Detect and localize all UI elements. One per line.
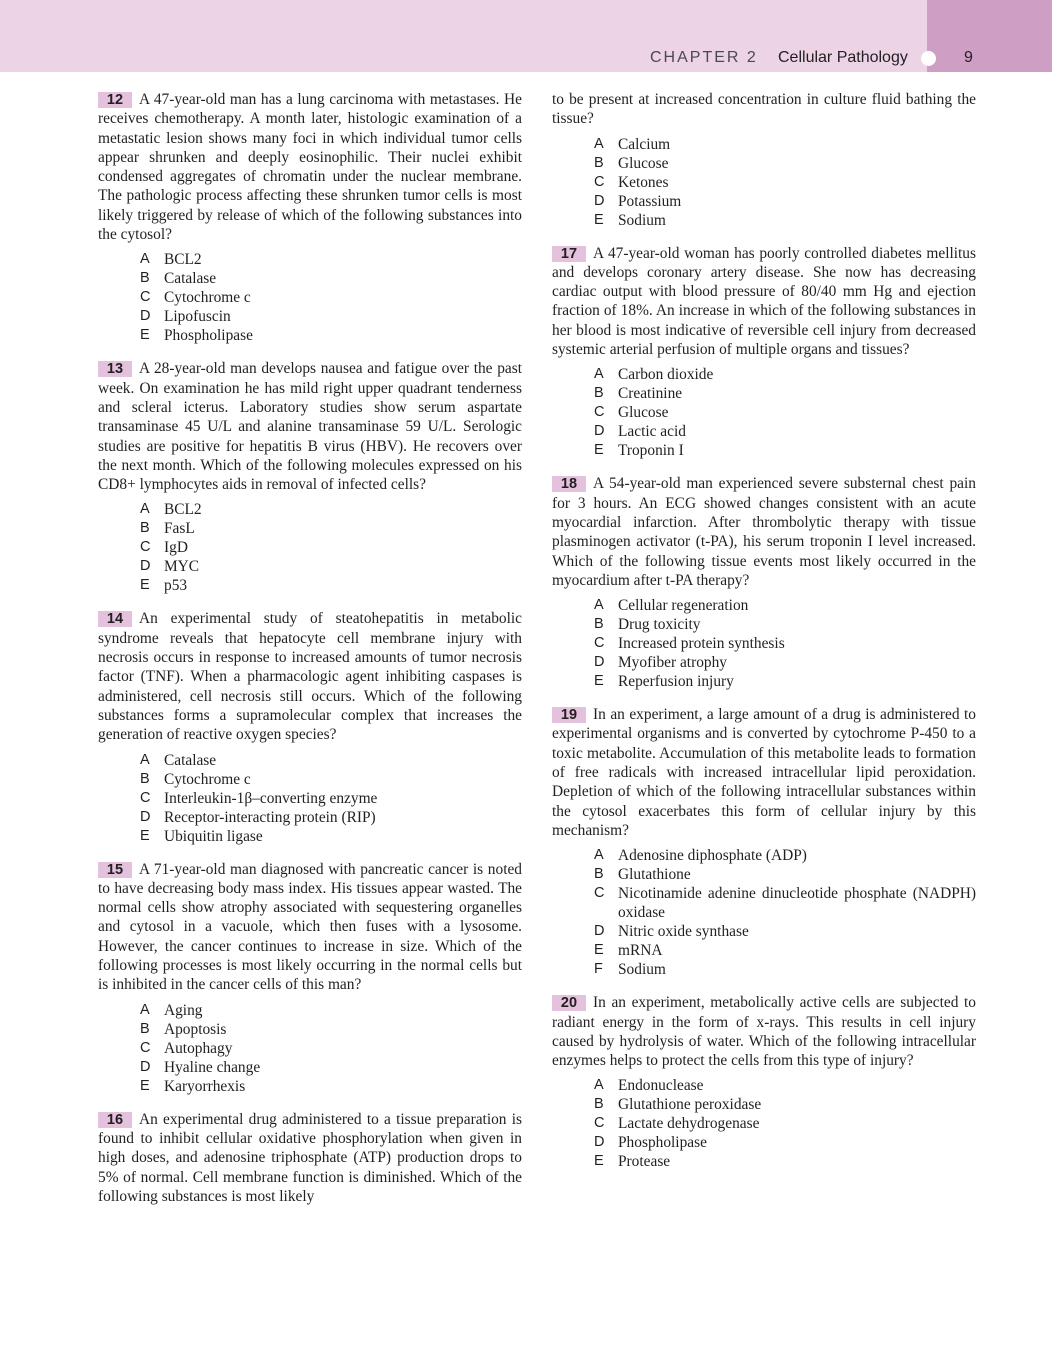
option-letter: C (140, 539, 151, 556)
question-stem (98, 1110, 522, 1206)
answer-option[interactable] (140, 576, 522, 595)
question-19 (552, 705, 976, 979)
answer-option[interactable] (140, 789, 522, 808)
option-text: Protease (618, 1153, 671, 1171)
option-letter: E (594, 211, 604, 228)
option-text: FasL (164, 520, 195, 538)
question-16 (98, 1110, 522, 1206)
answer-option[interactable] (594, 634, 976, 653)
option-letter: D (594, 1134, 605, 1151)
question-stem (98, 860, 522, 995)
option-letter: E (594, 442, 604, 459)
question-number: 13 (98, 361, 132, 377)
option-text: Calcium (618, 135, 671, 153)
option-letter: E (594, 1153, 604, 1170)
option-letter: D (140, 558, 151, 575)
answer-options (552, 846, 976, 979)
answer-option[interactable] (140, 1001, 522, 1020)
option-letter: C (594, 404, 605, 421)
answer-options (98, 250, 522, 345)
option-letter: A (594, 847, 604, 864)
option-text: Creatinine (618, 385, 683, 403)
answer-option[interactable] (140, 250, 522, 269)
page-number: 9 (964, 49, 973, 66)
option-text: Autophagy (164, 1039, 233, 1057)
option-letter: A (594, 135, 604, 152)
answer-option[interactable] (140, 538, 522, 557)
option-text: Phospholipase (618, 1134, 707, 1152)
option-text: mRNA (618, 942, 663, 960)
answer-option[interactable] (140, 1039, 522, 1058)
chapter-title: Cellular Pathology (778, 49, 908, 66)
option-letter: D (594, 654, 605, 671)
answer-option[interactable] (594, 154, 976, 173)
option-text: Endonuclease (618, 1077, 704, 1095)
question-17 (552, 244, 976, 461)
option-text: Lipofuscin (164, 308, 231, 326)
question-stem (98, 90, 522, 244)
question-number: 14 (98, 611, 132, 627)
option-letter: B (594, 154, 604, 171)
option-letter: C (594, 635, 605, 652)
option-text: p53 (164, 577, 188, 595)
answer-option[interactable] (594, 422, 976, 441)
option-text: Cellular regeneration (618, 597, 749, 615)
option-text: Receptor-interacting protein (RIP) (164, 808, 376, 826)
question-text: A 28-year-old man develops nausea and fatigue over the past week. On examination he has mild right upper quadrant tenderness and scleral icterus. Laboratory studies show serum aspartate transaminase 45 U/L and alanine transaminase 59 U/L. Serologic studies are positive for hepatitis B virus (HBV). He recovers over the next month. Which of the following molecules expressed on his CD8+ lymphocytes aids in removal of infected cells? (98, 360, 522, 494)
answer-options (552, 365, 976, 460)
answer-option[interactable] (594, 441, 976, 460)
option-text: Glucose (618, 404, 669, 422)
option-text: BCL2 (164, 251, 202, 269)
option-letter: C (594, 173, 605, 190)
option-text: IgD (164, 539, 188, 557)
option-letter: C (140, 289, 151, 306)
answer-options (98, 751, 522, 846)
question-12 (98, 90, 522, 345)
answer-option[interactable] (140, 1020, 522, 1039)
question-stem (552, 244, 976, 360)
answer-option[interactable] (140, 827, 522, 846)
option-text: Hyaline change (164, 1058, 261, 1076)
option-letter: E (140, 1077, 150, 1094)
option-letter: B (140, 270, 150, 287)
question-text: An experimental drug administered to a tissue preparation is found to inhibit cellular oxidative phosphorylation when given in high doses, and adenosine triphosphate (ATP) production drops to 5% of normal. Cell membrane function is diminished. Which of the following substances is most likely (98, 1110, 522, 1205)
option-letter: B (594, 385, 604, 402)
answer-option[interactable] (140, 751, 522, 770)
option-text: Myofiber atrophy (618, 654, 727, 672)
question-text: An experimental study of steatohepatitis in metabolic syndrome reveals that hepatocyte cell membrane injury with necrosis occurs in response to increased amounts of tumor necrosis factor (TNF). When a pharmacologic agent inhibiting caspases is administered, cell necrosis still occurs. Which of the following substances forms a supramolecular complex that increases the generation of reactive oxygen species? (98, 610, 522, 744)
question-text: A 47-year-old woman has poorly controlled diabetes mellitus and develops coronary artery disease. She now has decreasing cardiac output with blood pressure of 80/40 mm Hg and ejection fraction of 18%. An increase in which of the following substances in her blood is most indicative of reversible cell injury from decreased systemic arterial perfusion of multiple organs and tissues? (552, 244, 976, 359)
option-letter: D (594, 423, 605, 440)
question-text: In an experiment, metabolically active cells are subjected to radiant energy in the form of x-rays. This results in cell injury caused by hydrolysis of water. Which of the following intracellular enzymes helps to protect the cells from this type of injury? (552, 994, 976, 1070)
option-letter: C (140, 1039, 151, 1056)
option-text: Sodium (618, 961, 666, 979)
option-letter: C (140, 789, 151, 806)
answer-option[interactable] (140, 500, 522, 519)
left-column (98, 90, 522, 1220)
question-number: 12 (98, 92, 132, 108)
option-text: Cytochrome c (164, 289, 251, 307)
answer-option[interactable] (594, 960, 976, 979)
option-text: Adenosine diphosphate (ADP) (618, 847, 807, 865)
option-text: Glutathione (618, 866, 691, 884)
option-letter: D (140, 308, 151, 325)
option-letter: A (140, 1001, 150, 1018)
option-letter: D (140, 808, 151, 825)
option-text: Karyorrhexis (164, 1077, 246, 1095)
option-letter: A (140, 251, 150, 268)
option-text: Ketones (618, 173, 669, 191)
answer-option[interactable] (594, 1076, 976, 1095)
option-text: Lactate dehydrogenase (618, 1115, 760, 1133)
answer-option[interactable] (140, 326, 522, 345)
question-stem (552, 705, 976, 840)
question-15 (98, 860, 522, 1096)
answer-option[interactable] (594, 403, 976, 422)
option-text: Cytochrome c (164, 770, 251, 788)
option-letter: A (594, 1077, 604, 1094)
option-letter: B (140, 520, 150, 537)
option-letter: A (140, 501, 150, 518)
question-number: 16 (98, 1112, 132, 1128)
option-letter: F (594, 961, 603, 978)
option-letter: B (594, 866, 604, 883)
option-text: Phospholipase (164, 327, 253, 345)
option-text: Aging (164, 1001, 203, 1019)
question-stem (552, 993, 976, 1070)
answer-option[interactable] (594, 596, 976, 615)
answer-option[interactable] (594, 865, 976, 884)
option-text: Ubiquitin ligase (164, 827, 263, 845)
question-13 (98, 359, 522, 595)
option-letter: A (140, 751, 150, 768)
option-letter: B (140, 1020, 150, 1037)
header-tab (927, 0, 1052, 72)
answer-option[interactable] (594, 173, 976, 192)
question-16-continued (552, 90, 976, 230)
option-text: Drug toxicity (618, 616, 701, 634)
answer-option[interactable] (594, 1095, 976, 1114)
answer-option[interactable] (140, 808, 522, 827)
option-letter: E (594, 942, 604, 959)
question-number: 15 (98, 862, 132, 878)
answer-option[interactable] (594, 941, 976, 960)
answer-option[interactable] (594, 672, 976, 691)
answer-option[interactable] (140, 288, 522, 307)
answer-options (552, 1076, 976, 1171)
question-14 (98, 609, 522, 845)
option-letter: C (594, 1115, 605, 1132)
option-text: MYC (164, 558, 200, 576)
option-letter: D (594, 923, 605, 940)
answer-option[interactable] (594, 365, 976, 384)
option-letter: E (594, 673, 604, 690)
option-text: Increased protein synthesis (618, 635, 785, 653)
answer-option[interactable] (140, 519, 522, 538)
answer-option[interactable] (594, 135, 976, 154)
question-stem (98, 609, 522, 744)
option-letter: E (140, 827, 150, 844)
question-number: 20 (552, 995, 586, 1011)
question-number: 18 (552, 476, 586, 492)
option-letter: E (140, 577, 150, 594)
answer-options (98, 1001, 522, 1096)
option-letter: A (594, 597, 604, 614)
answer-option[interactable] (594, 653, 976, 672)
answer-option[interactable] (140, 1058, 522, 1077)
answer-option[interactable] (594, 922, 976, 941)
option-text: Nicotinamide adenine dinucleotide phosphate (NADPH) oxidase (618, 885, 976, 922)
answer-option[interactable] (594, 1133, 976, 1152)
option-letter: B (594, 1096, 604, 1113)
question-stem (552, 474, 976, 590)
option-text: Apoptosis (164, 1020, 227, 1038)
answer-option[interactable] (594, 884, 976, 922)
question-text: In an experiment, a large amount of a drug is administered to experimental organisms and is converted by cytochrome P-450 to a toxic metabolite. Accumulation of this metabolite leads to formation of free radicals with increased intracellular lipid peroxidation. Depletion of which of the following intracellular substances within the cytosol exacerbates this form of cellular injury by this mechanism? (552, 706, 976, 839)
answer-option[interactable] (594, 1152, 976, 1171)
answer-options (98, 500, 522, 595)
option-text: Carbon dioxide (618, 366, 714, 384)
question-stem (98, 359, 522, 494)
question-text: A 47-year-old man has a lung carcinoma with metastases. He receives chemotherapy. A month later, histologic examination of a metastatic lesion shows many foci in which individual tumor cells appear shrunken and deeply eosinophilic. Their nuclei exhibit condensed aggregates of chromatin under the nuclear membrane. The pathologic process affecting these shrunken tumor cells is most likely triggered by release of which of the following substances into the cytosol? (98, 91, 522, 244)
answer-option[interactable] (140, 1077, 522, 1096)
option-letter: D (140, 1058, 151, 1075)
option-text: Reperfusion injury (618, 673, 734, 691)
answer-option[interactable] (594, 192, 976, 211)
option-text: BCL2 (164, 501, 202, 519)
option-letter: D (594, 192, 605, 209)
question-text: A 54-year-old man experienced severe substernal chest pain for 3 hours. An ECG showed changes consistent with an acute myocardial infarction. After thrombolytic therapy with tissue plasminogen activator (t-PA), his serum troponin I level increased. Which of the following tissue events most likely occurred in the myocardium after t-PA therapy? (552, 475, 976, 589)
header-dot (921, 51, 936, 66)
option-text: Catalase (164, 270, 217, 288)
question-20 (552, 993, 976, 1171)
answer-option[interactable] (594, 211, 976, 230)
option-letter: C (594, 885, 605, 902)
answer-option[interactable] (140, 557, 522, 576)
option-text: Glucose (618, 154, 669, 172)
right-column (552, 90, 976, 1185)
question-number: 19 (552, 707, 586, 723)
option-text: Catalase (164, 751, 217, 769)
answer-option[interactable] (140, 269, 522, 288)
answer-option[interactable] (140, 307, 522, 326)
option-letter: A (594, 366, 604, 383)
option-text: Potassium (618, 192, 682, 210)
answer-options (552, 596, 976, 691)
option-text: Interleukin-1β–converting enzyme (164, 789, 378, 807)
option-letter: B (140, 770, 150, 787)
question-number: 17 (552, 246, 586, 262)
answer-option[interactable] (594, 846, 976, 865)
option-text: Troponin I (618, 442, 684, 460)
answer-option[interactable] (140, 770, 522, 789)
option-letter: E (140, 327, 150, 344)
option-text: Sodium (618, 211, 666, 229)
option-text: Glutathione peroxidase (618, 1096, 762, 1114)
option-letter: B (594, 616, 604, 633)
answer-options (552, 135, 976, 230)
answer-option[interactable] (594, 1114, 976, 1133)
question-text-continued: to be present at increased concentration in culture fluid bathing the tissue? (552, 91, 976, 128)
chapter-label: CHAPTER 2 (650, 49, 758, 66)
answer-option[interactable] (594, 384, 976, 403)
question-text: A 71-year-old man diagnosed with pancreatic cancer is noted to have decreasing body mass index. His tissues appear wasted. The normal cells show atrophy associated with sequestering organelles and cytosol in a vacuole, which then fuses with a lysosome. However, the cancer continues to increase in size. Which of the following processes is most likely occurring in the normal cells but is inhibited in the cancer cells of this man? (98, 860, 522, 994)
question-18 (552, 474, 976, 691)
option-text: Lactic acid (618, 423, 686, 441)
option-text: Nitric oxide synthase (618, 923, 749, 941)
answer-option[interactable] (594, 615, 976, 634)
